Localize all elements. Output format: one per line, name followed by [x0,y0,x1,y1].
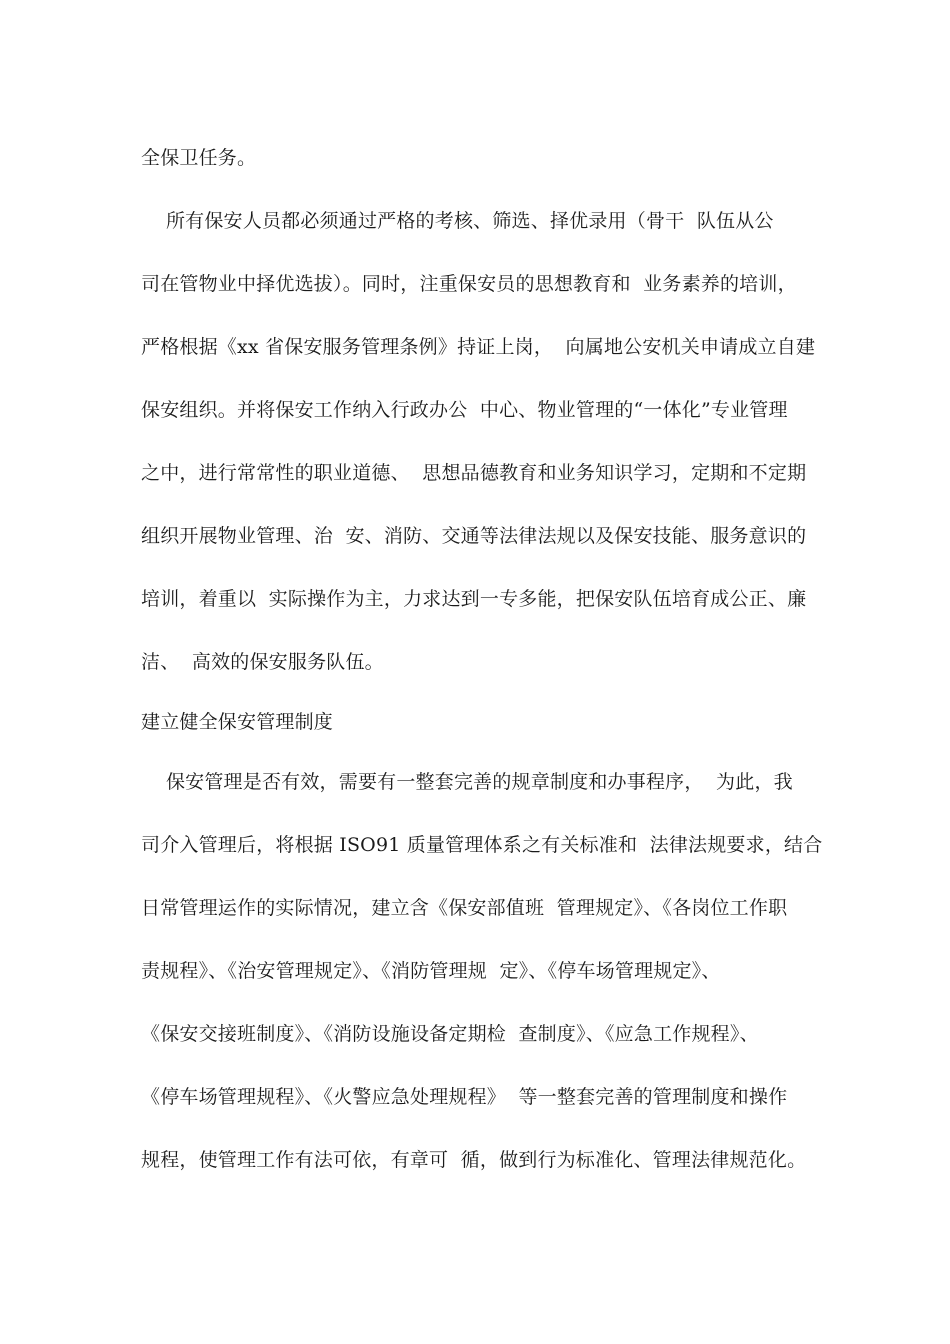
paragraph-line: 之中，进行常常性的职业道德、 思想品德教育和业务知识学习，定期和不定期 [141,462,807,484]
paragraph-line: 严格根据《xx 省保安服务管理条例》持证上岗， 向属地公安机关申请成立自建 [141,336,816,358]
paragraph-line: 司介入管理后，将根据 ISO91 质量管理体系之有关标准和 法律法规要求，结合 [141,834,823,856]
paragraph-line: 司在管物业中择优选拔）。同时，注重保安员的思想教育和 业务素养的培训， [141,273,797,295]
paragraph-line: 所有保安人员都必须通过严格的考核、筛选、择优录用（骨干 队伍从公 [141,210,774,232]
section-heading: 建立健全保安管理制度 [141,711,334,733]
paragraph-line: 《停车场管理规程》、《火警应急处理规程》 等一整套完善的管理制度和操作 [141,1086,788,1108]
paragraph-line: 保安组织。并将保安工作纳入行政办公 中心、物业管理的“一体化”专业管理 [141,399,788,421]
paragraph-line: 规程，使管理工作有法可依，有章可 循，做到行为标准化、管理法律规范化。 [141,1149,807,1171]
paragraph-line: 日常管理运作的实际情况，建立含《保安部值班 管理规定》、《各岗位工作职 [141,897,788,919]
paragraph-line: 培训，着重以 实际操作为主，力求达到一专多能，把保安队伍培育成公正、廉 [141,588,807,610]
paragraph-line: 洁、 高效的保安服务队伍。 [141,651,384,673]
paragraph-line: 责规程》、《治安管理规定》、《消防管理规 定》、《停车场管理规定》、 [141,960,721,982]
paragraph-line: 《保安交接班制度》、《消防设施设备定期检 查制度》、《应急工作规程》、 [141,1023,759,1045]
paragraph-line: 保安管理是否有效，需要有一整套完善的规章制度和办事程序， 为此，我 [141,771,793,793]
paragraph-line: 组织开展物业管理、治 安、消防、交通等法律法规以及保安技能、服务意识的 [141,525,807,547]
paragraph-line-continuation: 全保卫任务。 [141,147,257,169]
